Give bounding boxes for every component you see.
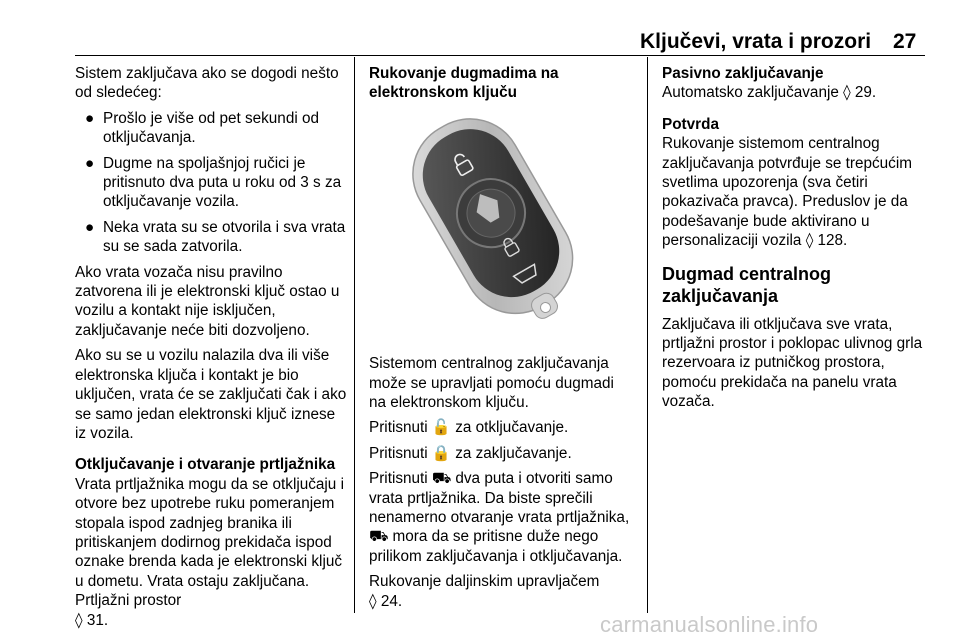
lock-suffix: za zaključavanje. [455, 444, 572, 462]
header-title: Ključevi, vrata i prozori [640, 30, 872, 53]
bullet-icon: ● [85, 109, 95, 127]
page-reference-link[interactable]: 24. [380, 592, 403, 610]
reference-arrow-icon: ◊ [75, 610, 83, 629]
column-divider-1 [354, 57, 355, 613]
intro-text: Sistem zaključava ako se dogodi nešto od sledećeg: [75, 65, 339, 102]
trunk-suffix-2: mora da se pritisne duže nego prilikom zaključavanja i otključavanja. [369, 528, 623, 565]
driver-door-paragraph: Ako vrata vozača nisu pravilno zatvorena ili je elektronski ključ ostao u vozilu a kontakt nije isključen, zaključavanje neće biti dozvoljeno. [75, 263, 340, 339]
column-left [75, 64, 350, 636]
page-reference-link[interactable]: 31. [86, 611, 109, 629]
unlock-prefix: Pritisnuti [369, 419, 428, 437]
lock-icon: 🔒 [431, 443, 451, 462]
central-locking-buttons-heading: Dugmad centralnog zaključavanja [662, 263, 832, 306]
remote-paragraph [369, 572, 634, 611]
lock-instruction [369, 444, 634, 463]
remote-text: Rukovanje daljinskim upravljačem [369, 573, 600, 591]
reference-arrow-icon: ◊ [805, 231, 814, 250]
reference-arrow-icon: ◊ [843, 83, 851, 102]
column-divider-2 [647, 57, 648, 613]
conditions-list [75, 109, 350, 257]
passive-locking-text: Automatsko zaključavanje [662, 84, 839, 102]
list-item-text: Neka vrata su se otvorila i sva vrata su se sada zatvorila. [103, 218, 346, 256]
bullet-icon: ● [85, 218, 95, 236]
column-right [662, 64, 932, 418]
page-reference-link[interactable]: 128. [817, 232, 848, 250]
trunk-subheading: Otključavanje i otvaranje prtljažnika [75, 456, 336, 474]
watermark: carmanualsonline.info [600, 612, 819, 637]
trunk-paragraph-text: Vrata prtljažnika mogu da se otključaju i otvore bez upotrebe ruku pomeranjem stopala ispod zadnjeg branika ili pritiskanjem dodirnog prekidača ispod oznake brenda kada je elektronski ključ u dometu. Vrata ostaju zaključana. Prtljažni prostor [75, 475, 344, 610]
list-item-text: Prošlo je više od pet sekundi od otključavanja. [103, 109, 319, 147]
electronic-key-image [369, 117, 634, 335]
trunk-icon: ⛟ [431, 469, 452, 488]
list-item [75, 109, 350, 148]
passive-locking-subheading: Pasivno zaključavanje [662, 65, 824, 82]
key-buttons-subheading: Rukovanje dugmadima na elektronskom ključu [369, 65, 559, 102]
two-keys-paragraph: Ako su se u vozilu nalazila dva ili više elektronska ključa i kontakt je bio uključen, vrata će se zaključati čak i ako se samo jedan elektronski ključ iznese iz vozila. [75, 347, 347, 442]
lock-prefix: Pritisnuti [369, 444, 428, 462]
list-item-text: Dugme na spoljašnjoj ručici je pritisnuto dva puta u roku od 3 s za otključavanje vozila. [103, 154, 342, 211]
unlock-suffix: za otključavanje. [455, 419, 569, 437]
trunk-suffix: dva puta i otvoriti samo vrata prtljažnika. Da biste sprečili nenamerno otvaranje vrata prtljažnika, [369, 470, 630, 527]
page-number: 27 [893, 30, 917, 53]
header-rule [75, 55, 925, 56]
list-item [75, 218, 350, 257]
bullet-icon: ● [85, 154, 95, 172]
confirmation-text: Rukovanje sistemom centralnog zaključavanja potvrđuje se trepćućim svetlima upozorenja (sva četiri pokazivača pravca). Preduslov je da podešavanje bude aktivirano u personalizaciji vozila [662, 135, 912, 250]
trunk-prefix: Pritisnuti [369, 470, 428, 488]
confirmation-paragraph [662, 134, 932, 250]
central-locking-buttons-paragraph: Zaključava ili otključava sve vrata, prtljažni prostor i poklopac ulivnog grla rezervoara iz putničkog prostora, pomoću prekidača na panelu vrata vozača. [662, 315, 923, 411]
list-item [75, 154, 350, 212]
reference-arrow-icon: ◊ [369, 591, 377, 610]
central-locking-paragraph: Sistemom centralnog zaključavanja može se upravljati pomoću dugmadi na elektronskom ključu. [369, 355, 614, 412]
trunk-instruction [369, 469, 634, 566]
confirmation-subheading: Potvrda [662, 115, 719, 133]
unlock-instruction [369, 418, 634, 437]
unlock-icon: 🔓 [431, 418, 451, 437]
trunk-paragraph [75, 475, 350, 630]
trunk-icon: ⛟ [369, 527, 389, 546]
page-reference-link[interactable]: 29. [854, 84, 877, 102]
passive-locking-paragraph [662, 83, 932, 102]
column-middle [369, 64, 634, 617]
